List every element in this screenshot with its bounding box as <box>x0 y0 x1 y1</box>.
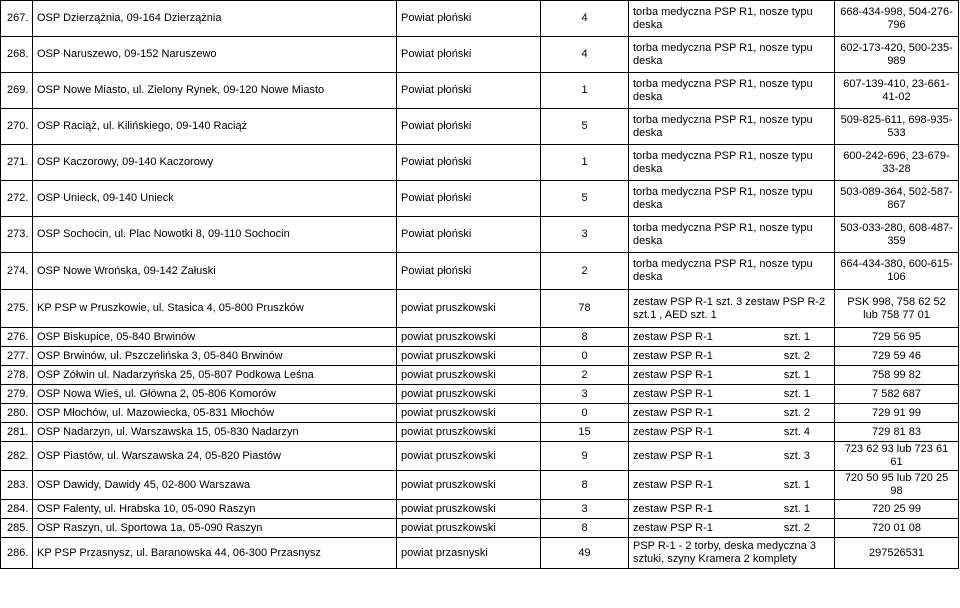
row-number-cell: 279. <box>1 385 33 404</box>
equipment-kit: zestaw PSP R-1 <box>633 425 713 438</box>
phone-cell: 664-434-380, 600-615-106 <box>835 253 959 290</box>
table-row <box>1 37 959 73</box>
equipment-cell <box>629 442 835 471</box>
count-cell: 0 <box>541 347 629 366</box>
county-cell: powiat pruszkowski <box>397 347 541 366</box>
equipment-cell <box>629 328 835 347</box>
row-number-cell: 275. <box>1 290 33 328</box>
table-row <box>1 145 959 181</box>
equipment-cell: torba medyczna PSP R1, nosze typu deska <box>629 1 835 37</box>
table-row <box>1 328 959 347</box>
unit-name-cell: OSP Nadarzyn, ul. Warszawska 15, 05-830 Nadarzyn <box>33 423 397 442</box>
table-row <box>1 290 959 328</box>
unit-name-cell: OSP Falenty, ul. Hrabska 10, 05-090 Raszyn <box>33 500 397 519</box>
table-body <box>1 1 959 569</box>
row-number-cell: 270. <box>1 109 33 145</box>
equipment-qty: szt. 1 <box>783 368 810 381</box>
equipment-cell <box>629 471 835 500</box>
phone-cell: 600-242-696, 23-679-33-28 <box>835 145 959 181</box>
row-number-cell: 280. <box>1 404 33 423</box>
table-row <box>1 385 959 404</box>
count-cell: 5 <box>541 181 629 217</box>
row-number-cell: 277. <box>1 347 33 366</box>
unit-name-cell: KP PSP Przasnysz, ul. Baranowska 44, 06-300 Przasnysz <box>33 538 397 569</box>
equipment-kit: zestaw PSP R-1 <box>633 330 713 343</box>
count-cell: 8 <box>541 519 629 538</box>
row-number-cell: 268. <box>1 37 33 73</box>
count-cell: 9 <box>541 442 629 471</box>
county-cell: powiat pruszkowski <box>397 366 541 385</box>
row-number-cell: 278. <box>1 366 33 385</box>
county-cell: Powiat płoński <box>397 37 541 73</box>
unit-name-cell: KP PSP w Pruszkowie, ul. Stasica 4, 05-800 Pruszków <box>33 290 397 328</box>
unit-name-cell: OSP Nowa Wieś, ul. Główna 2, 05-806 Komorów <box>33 385 397 404</box>
table-row <box>1 404 959 423</box>
row-number-cell: 284. <box>1 500 33 519</box>
phone-cell: 509-825-611, 698-935-533 <box>835 109 959 145</box>
count-cell: 4 <box>541 37 629 73</box>
equipment-qty: szt. 3 <box>783 449 810 462</box>
county-cell: Powiat płoński <box>397 145 541 181</box>
count-cell: 4 <box>541 1 629 37</box>
unit-name-cell: OSP Młochów, ul. Mazowiecka, 05-831 Młochów <box>33 404 397 423</box>
county-cell: Powiat płoński <box>397 109 541 145</box>
equipment-cell: torba medyczna PSP R1, nosze typu deska <box>629 253 835 290</box>
phone-cell: 602-173-420, 500-235-989 <box>835 37 959 73</box>
count-cell: 1 <box>541 73 629 109</box>
table-row <box>1 366 959 385</box>
county-cell: powiat pruszkowski <box>397 328 541 347</box>
equipment-qty: szt. 4 <box>783 425 810 438</box>
equipment-cell: torba medyczna PSP R1, nosze typu deska <box>629 181 835 217</box>
equipment-cell <box>629 404 835 423</box>
count-cell: 2 <box>541 366 629 385</box>
equipment-cell <box>629 423 835 442</box>
phone-cell: 729 91 99 <box>835 404 959 423</box>
county-cell: powiat pruszkowski <box>397 519 541 538</box>
table-row <box>1 442 959 471</box>
equipment-qty: szt. 1 <box>783 478 810 491</box>
county-cell: powiat pruszkowski <box>397 423 541 442</box>
equipment-qty: szt. 2 <box>783 521 810 534</box>
county-cell: powiat pruszkowski <box>397 471 541 500</box>
table-row <box>1 1 959 37</box>
table-row <box>1 519 959 538</box>
equipment-kit: zestaw PSP R-1 <box>633 368 713 381</box>
row-number-cell: 273. <box>1 217 33 253</box>
county-cell: Powiat płoński <box>397 217 541 253</box>
phone-cell: 729 56 95 <box>835 328 959 347</box>
phone-cell: 297526531 <box>835 538 959 569</box>
equipment-cell: zestaw PSP R-1 szt. 3 zestaw PSP R-2 szt.1 , AED szt. 1 <box>629 290 835 328</box>
row-number-cell: 285. <box>1 519 33 538</box>
row-number-cell: 267. <box>1 1 33 37</box>
row-number-cell: 281. <box>1 423 33 442</box>
equipment-cell <box>629 366 835 385</box>
table-row <box>1 538 959 569</box>
county-cell: powiat pruszkowski <box>397 404 541 423</box>
phone-cell: 720 50 95 lub 720 25 98 <box>835 471 959 500</box>
equipment-cell <box>629 347 835 366</box>
unit-name-cell: OSP Nowe Wrońska, 09-142 Załuski <box>33 253 397 290</box>
county-cell: powiat pruszkowski <box>397 290 541 328</box>
equipment-kit: zestaw PSP R-1 <box>633 502 713 515</box>
county-cell: powiat pruszkowski <box>397 442 541 471</box>
row-number-cell: 272. <box>1 181 33 217</box>
count-cell: 78 <box>541 290 629 328</box>
equipment-kit: zestaw PSP R-1 <box>633 406 713 419</box>
equipment-qty: szt. 2 <box>783 406 810 419</box>
table-row <box>1 253 959 290</box>
table-row <box>1 347 959 366</box>
equipment-cell: torba medyczna PSP R1, nosze typu deska <box>629 217 835 253</box>
unit-name-cell: OSP Raciąż, ul. Kilińskiego, 09-140 Raciąż <box>33 109 397 145</box>
count-cell: 3 <box>541 217 629 253</box>
county-cell: powiat pruszkowski <box>397 500 541 519</box>
equipment-cell: PSP R-1 - 2 torby, deska medyczna 3 sztuki, szyny Kramera 2 komplety <box>629 538 835 569</box>
county-cell: powiat przasnyski <box>397 538 541 569</box>
equipment-kit: zestaw PSP R-1 <box>633 478 713 491</box>
county-cell: Powiat płoński <box>397 181 541 217</box>
unit-name-cell: OSP Dawidy, Dawidy 45, 02-800 Warszawa <box>33 471 397 500</box>
county-cell: Powiat płoński <box>397 1 541 37</box>
row-number-cell: 276. <box>1 328 33 347</box>
unit-name-cell: OSP Raszyn, ul. Sportowa 1a, 05-090 Raszyn <box>33 519 397 538</box>
phone-cell: 723 62 93 lub 723 61 61 <box>835 442 959 471</box>
equipment-cell <box>629 500 835 519</box>
equipment-qty: szt. 2 <box>783 349 810 362</box>
row-number-cell: 274. <box>1 253 33 290</box>
equipment-cell: torba medyczna PSP R1, nosze typu deska <box>629 73 835 109</box>
phone-cell: 7 582 687 <box>835 385 959 404</box>
count-cell: 5 <box>541 109 629 145</box>
count-cell: 3 <box>541 385 629 404</box>
unit-name-cell: OSP Dzierzążnia, 09-164 Dzierzążnia <box>33 1 397 37</box>
count-cell: 3 <box>541 500 629 519</box>
unit-name-cell: OSP Unieck, 09-140 Unieck <box>33 181 397 217</box>
county-cell: Powiat płoński <box>397 253 541 290</box>
equipment-cell: torba medyczna PSP R1, nosze typu deska <box>629 109 835 145</box>
table-row <box>1 471 959 500</box>
unit-name-cell: OSP Naruszewo, 09-152 Naruszewo <box>33 37 397 73</box>
equipment-kit: zestaw PSP R-1 <box>633 349 713 362</box>
count-cell: 15 <box>541 423 629 442</box>
equipment-qty: szt. 1 <box>783 387 810 400</box>
unit-name-cell: OSP Kaczorowy, 09-140 Kaczorowy <box>33 145 397 181</box>
phone-cell: 720 01 08 <box>835 519 959 538</box>
count-cell: 8 <box>541 328 629 347</box>
phone-cell: 503-089-364, 502-587-867 <box>835 181 959 217</box>
equipment-kit: zestaw PSP R-1 <box>633 387 713 400</box>
equipment-kit: zestaw PSP R-1 <box>633 449 713 462</box>
equipment-cell: torba medyczna PSP R1, nosze typu deska <box>629 37 835 73</box>
count-cell: 1 <box>541 145 629 181</box>
unit-name-cell: OSP Nowe Miasto, ul. Zielony Rynek, 09-120 Nowe Miasto <box>33 73 397 109</box>
equipment-cell: torba medyczna PSP R1, nosze typu deska <box>629 145 835 181</box>
table-row <box>1 181 959 217</box>
count-cell: 49 <box>541 538 629 569</box>
unit-name-cell: OSP Biskupice, 05-840 Brwinów <box>33 328 397 347</box>
phone-cell: 607-139-410, 23-661-41-02 <box>835 73 959 109</box>
unit-name-cell: OSP Sochocin, ul. Plac Nowotki 8, 09-110 Sochocin <box>33 217 397 253</box>
table-row <box>1 109 959 145</box>
table-row <box>1 423 959 442</box>
row-number-cell: 282. <box>1 442 33 471</box>
equipment-kit: zestaw PSP R-1 <box>633 521 713 534</box>
equipment-qty: szt. 1 <box>783 330 810 343</box>
table-row <box>1 500 959 519</box>
table-row <box>1 217 959 253</box>
equipment-cell <box>629 385 835 404</box>
unit-name-cell: OSP Piastów, ul. Warszawska 24, 05-820 Piastów <box>33 442 397 471</box>
unit-name-cell: OSP Zółwin ul. Nadarzyńska 25, 05-807 Podkowa Leśna <box>33 366 397 385</box>
row-number-cell: 271. <box>1 145 33 181</box>
count-cell: 2 <box>541 253 629 290</box>
phone-cell: 758 99 82 <box>835 366 959 385</box>
phone-cell: 729 81 83 <box>835 423 959 442</box>
row-number-cell: 269. <box>1 73 33 109</box>
phone-cell: 729 59 46 <box>835 347 959 366</box>
row-number-cell: 286. <box>1 538 33 569</box>
count-cell: 0 <box>541 404 629 423</box>
phone-cell: 668-434-998, 504-276-796 <box>835 1 959 37</box>
table-row <box>1 73 959 109</box>
equipment-cell <box>629 519 835 538</box>
unit-name-cell: OSP Brwinów, ul. Pszczelińska 3, 05-840 Brwinów <box>33 347 397 366</box>
phone-cell: PSK 998, 758 62 52 lub 758 77 01 <box>835 290 959 328</box>
row-number-cell: 283. <box>1 471 33 500</box>
phone-cell: 503-033-280, 608-487-359 <box>835 217 959 253</box>
county-cell: Powiat płoński <box>397 73 541 109</box>
county-cell: powiat pruszkowski <box>397 385 541 404</box>
count-cell: 8 <box>541 471 629 500</box>
phone-cell: 720 25 99 <box>835 500 959 519</box>
equipment-qty: szt. 1 <box>783 502 810 515</box>
